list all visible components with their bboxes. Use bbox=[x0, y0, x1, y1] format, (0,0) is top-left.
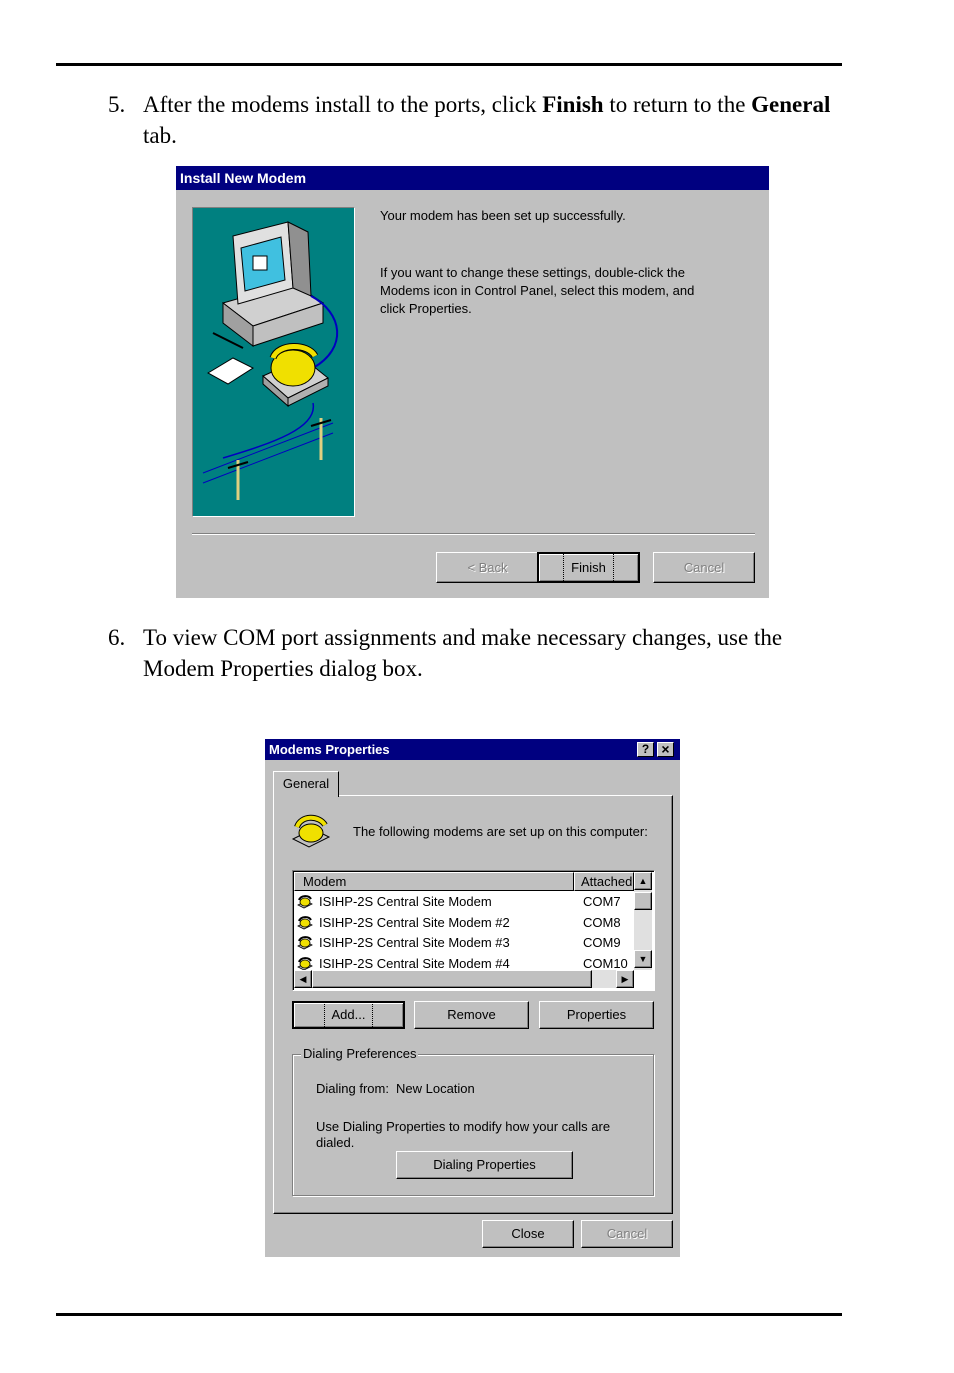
back-button[interactable]: < Back bbox=[436, 552, 539, 583]
tab-label: General bbox=[282, 776, 330, 791]
modem-list[interactable] bbox=[292, 870, 655, 991]
modem-phone-icon bbox=[297, 957, 313, 971]
col-modem-label: Modem bbox=[303, 874, 347, 889]
scroll-down-icon[interactable]: ▼ bbox=[634, 950, 652, 968]
close-icon[interactable]: × bbox=[657, 742, 674, 757]
modem-rows bbox=[294, 892, 634, 970]
modem-port: COM10 bbox=[583, 955, 628, 970]
help-button[interactable]: ? bbox=[637, 742, 654, 757]
add-button[interactable]: Add... bbox=[292, 1001, 405, 1029]
bottom-rule bbox=[56, 1313, 842, 1316]
modem-port: COM9 bbox=[583, 935, 621, 950]
table-row[interactable] bbox=[294, 892, 634, 912]
scroll-left-icon[interactable]: ◀ bbox=[294, 970, 312, 988]
dialing-from-label: Dialing from: bbox=[316, 1081, 389, 1096]
remove-button[interactable]: Remove bbox=[414, 1001, 529, 1029]
install-new-modem-dialog bbox=[176, 166, 769, 598]
modem-port: COM8 bbox=[583, 914, 621, 930]
step-number: 6. bbox=[108, 625, 126, 650]
finish-button[interactable]: Finish bbox=[537, 552, 640, 583]
scroll-thumb[interactable] bbox=[634, 892, 652, 910]
step-text bbox=[143, 89, 843, 151]
scroll-up-icon[interactable]: ▲ bbox=[634, 872, 652, 890]
top-rule bbox=[56, 63, 842, 66]
settings-message: If you want to change these settings, double-click the Modems icon in Control Panel, select this modem, and click Properties. bbox=[380, 265, 695, 316]
phone-icon bbox=[289, 811, 333, 851]
step-bold-general: General bbox=[751, 92, 831, 117]
step-number: 5. bbox=[108, 92, 126, 117]
table-row[interactable] bbox=[294, 913, 634, 933]
step-text: To view COM port assignments and make necessary changes, use the Modem Properties dialog box. bbox=[143, 625, 783, 681]
modems-properties-dialog bbox=[265, 739, 680, 1257]
tab-general[interactable] bbox=[273, 771, 339, 797]
modem-name: ISIHP-2S Central Site Modem bbox=[319, 894, 492, 909]
scroll-thumb-h[interactable] bbox=[312, 970, 592, 988]
step-text-part: tab. bbox=[143, 123, 177, 148]
dialog-title-text: Modems Properties bbox=[269, 742, 390, 757]
col-attached-label: Attached bbox=[581, 874, 633, 889]
computer-phone-illustration-icon bbox=[193, 208, 354, 516]
group-label: Dialing Preferences bbox=[303, 1046, 417, 1061]
step-text-part: to return to the bbox=[603, 92, 752, 117]
modem-phone-icon bbox=[297, 916, 313, 930]
col-header-modem[interactable] bbox=[294, 872, 574, 891]
scroll-right-icon[interactable]: ▶ bbox=[616, 970, 634, 988]
table-row[interactable] bbox=[294, 954, 634, 971]
table-row[interactable] bbox=[294, 933, 634, 953]
cancel-button[interactable]: Cancel bbox=[653, 552, 755, 583]
step-bold-finish: Finish bbox=[542, 92, 604, 117]
modem-name: ISIHP-2S Central Site Modem #4 bbox=[319, 955, 510, 970]
dialog-title bbox=[265, 739, 680, 760]
modem-phone-icon bbox=[297, 895, 313, 909]
modem-port: COM7 bbox=[583, 894, 621, 909]
modem-illustration bbox=[192, 207, 355, 517]
vertical-scrollbar[interactable] bbox=[634, 872, 652, 970]
modem-phone-icon bbox=[297, 936, 313, 950]
cancel-button[interactable]: Cancel bbox=[581, 1220, 673, 1248]
success-message: Your modem has been set up successfully. bbox=[380, 208, 626, 223]
separator bbox=[192, 533, 755, 535]
step-text-part: After the modems install to the ports, click bbox=[143, 92, 543, 117]
modem-name: ISIHP-2S Central Site Modem #2 bbox=[319, 914, 510, 930]
intro-text: The following modems are set up on this computer: bbox=[353, 824, 648, 839]
modem-name: ISIHP-2S Central Site Modem #3 bbox=[319, 935, 510, 950]
dialing-properties-button[interactable]: Dialing Properties bbox=[396, 1151, 573, 1179]
col-header-attached[interactable] bbox=[574, 872, 634, 891]
horizontal-scrollbar[interactable] bbox=[294, 970, 634, 988]
properties-button[interactable]: Properties bbox=[539, 1001, 654, 1029]
dialing-note: Use Dialing Properties to modify how your calls are dialed. bbox=[316, 1119, 611, 1150]
close-button[interactable]: Close bbox=[482, 1220, 574, 1248]
dialing-from-value: New Location bbox=[396, 1081, 475, 1096]
dialog-title: Install New Modem bbox=[176, 166, 769, 190]
